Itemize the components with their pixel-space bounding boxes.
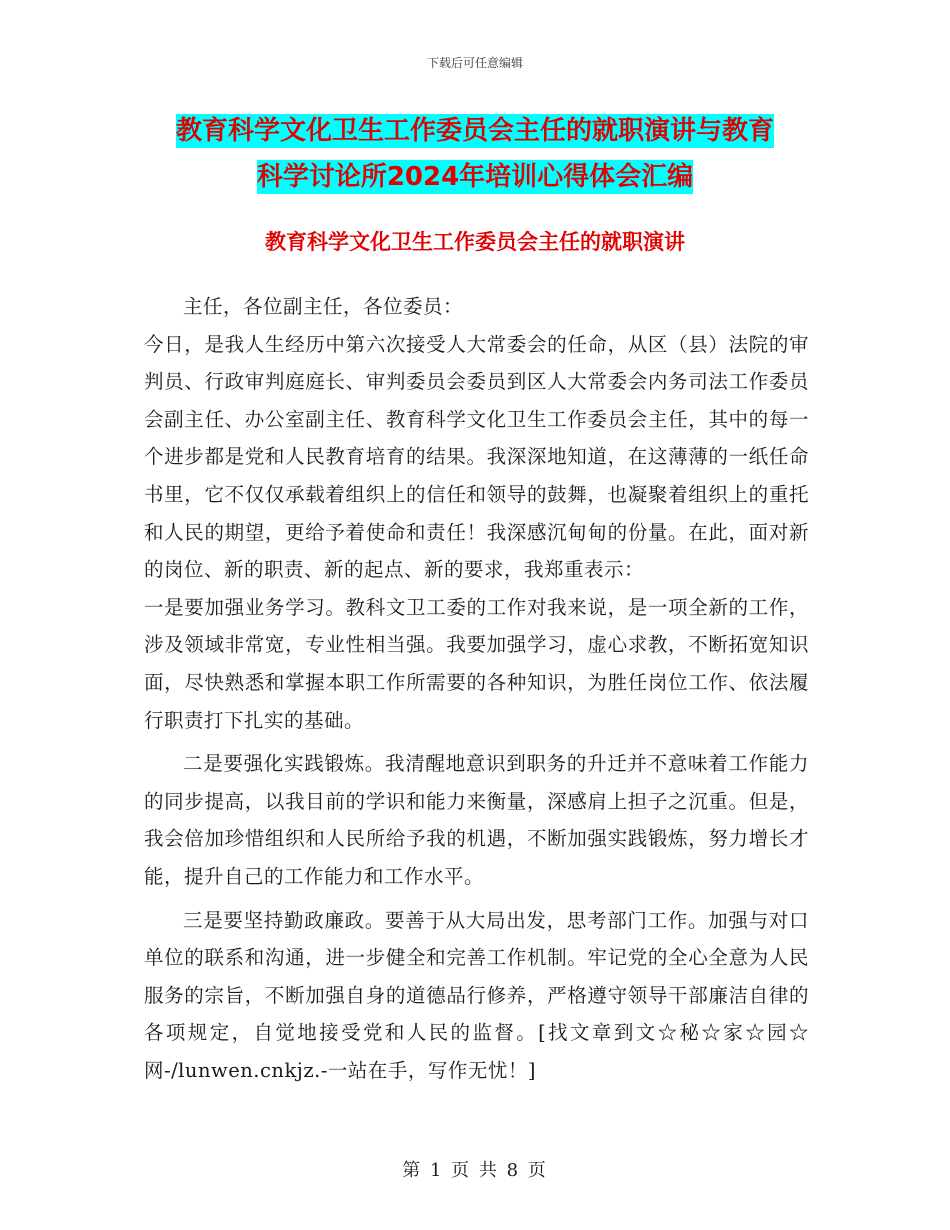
paragraph: 二是要强化实践锻炼。我清醒地意识到职务的升迁并不意味着工作能力的同步提高，以我目前的学识和能力来衡量，深感肩上担子之沉重。但是，我会倍加珍惜组织和人民所给予我的机遇，不断加强实践锻炼，努力增长才能，提升自己的工作能力和工作水平。	[144, 752, 809, 888]
paragraph: 一是要加强业务学习。教科文卫工委的工作对我来说，是一项全新的工作，涉及领域非常宽，专业性相当强。我要加强学习，虚心求教，不断拓宽知识面，尽快熟悉和掌握本职工作所需要的各种知识，为胜任岗位工作、依法履行职责打下扎实的基础。	[144, 595, 809, 732]
paragraph: 三是要坚持勤政廉政。要善于从大局出发，思考部门工作。加强与对口单位的联系和沟通，进一步健全和完善工作机制。牢记党的全心全意为人民服务的宗旨，不断加强自身的道德品行修养，严格遵守领导干部廉洁自律的各项规定，自觉地接受党和人民的监督。[找文章到文☆秘☆家☆园☆网-/lunwen.cnkjz.-一站在手，写作无忧！]	[144, 908, 809, 1082]
header-note: 下载后可任意编辑	[426, 56, 523, 70]
title-line-2: 科学讨论所2024年培训心得体会汇编	[256, 162, 694, 192]
page-number: 第 1 页 共 8 页	[402, 1160, 548, 1181]
section-title: 教育科学文化卫生工作委员会主任的就职演讲	[265, 230, 685, 254]
title-line-1: 教育科学文化卫生工作委员会主任的就职演讲与教育	[175, 116, 774, 146]
document-title	[140, 108, 810, 200]
salutation-paragraph: 主任，各位副主任，各位委员：	[183, 295, 464, 318]
body-text	[144, 288, 809, 1089]
paragraph: 今日，是我人生经历中第六次接受人大常委会的任命，从区（县）法院的审判员、行政审判庭庭长、审判委员会委员到区人大常委会内务司法工作委员会副主任、办公室副主任、教育科学文化卫生工作委员会主任，其中的每一个进步都是党和人民教育培育的结果。我深深地知道，在这薄薄的一纸任命书里，它不仅仅承载着组织上的信任和领导的鼓舞，也凝聚着组织上的重托和人民的期望，更给予着使命和责任！我深感沉甸甸的份量。在此，面对新的岗位、新的职责、新的起点、新的要求，我郑重表示：	[144, 332, 809, 582]
